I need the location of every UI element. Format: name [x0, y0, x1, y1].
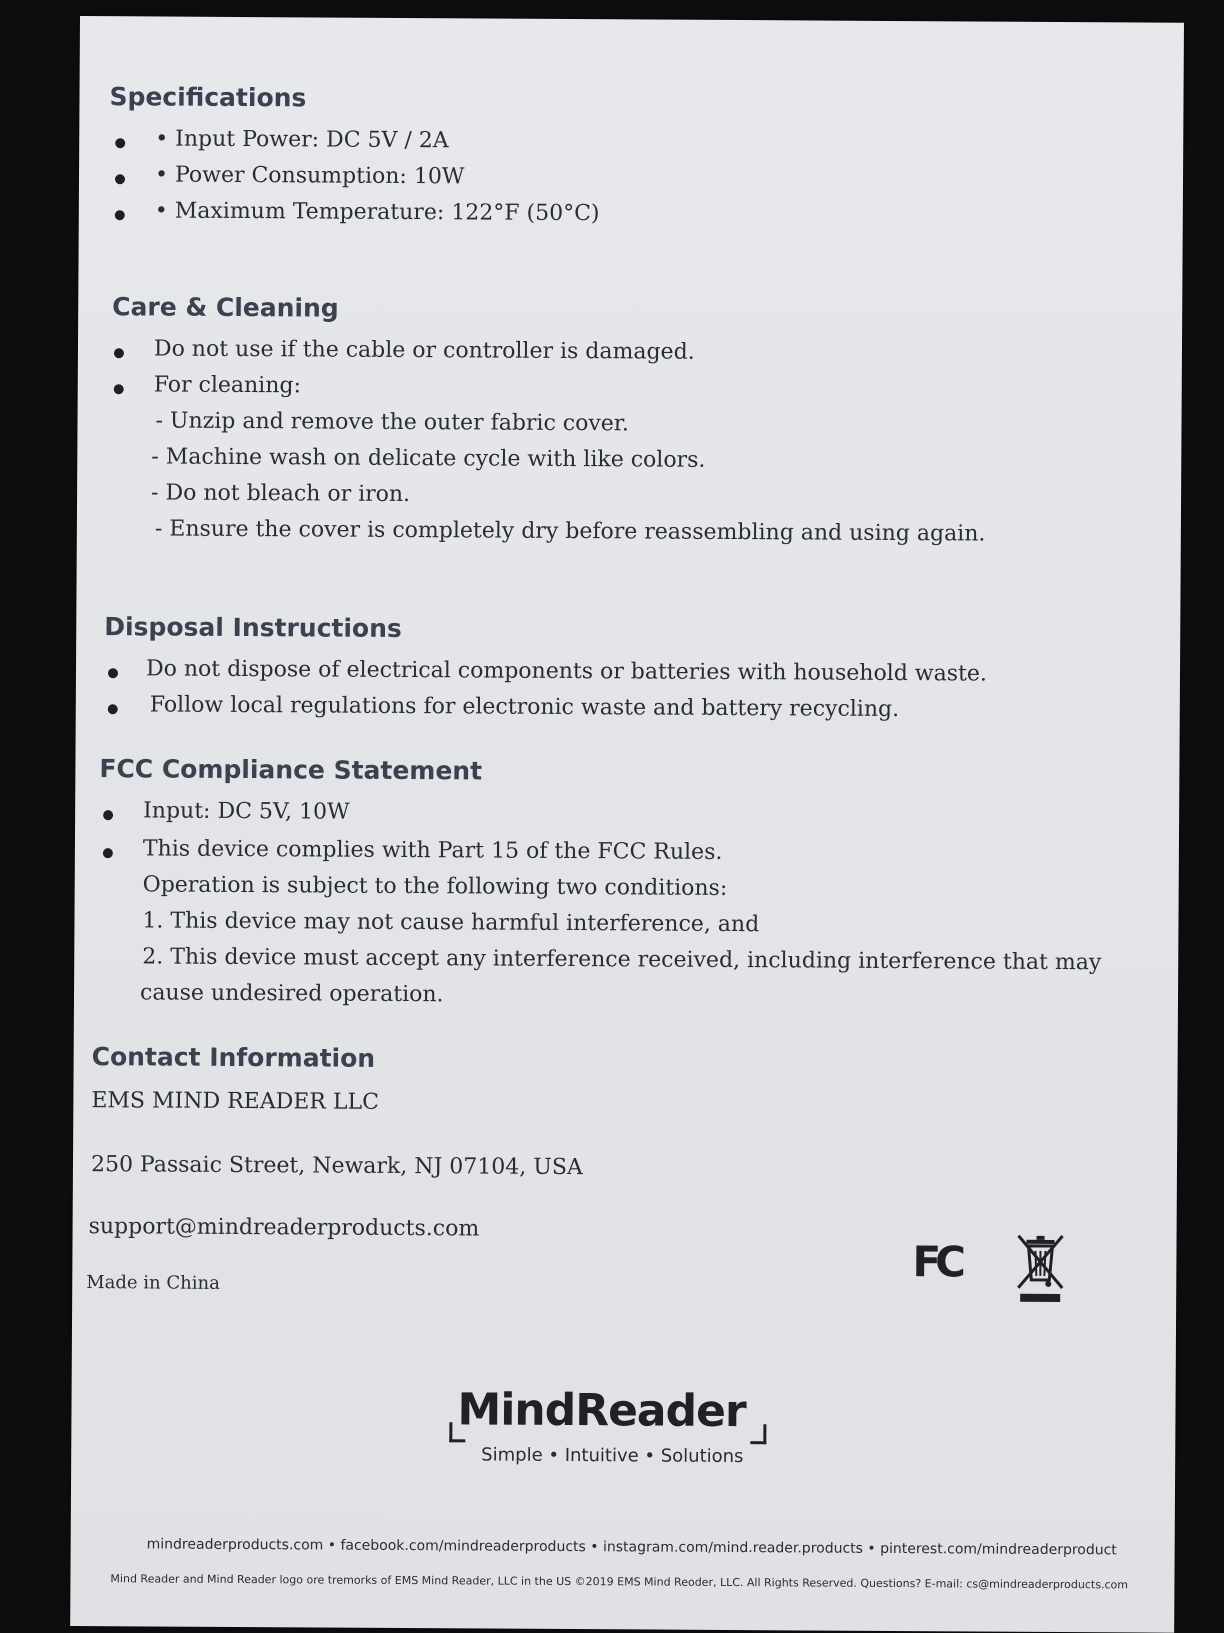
specifications-heading: Specifications: [109, 82, 306, 112]
footer-links: mindreaderproducts.com • facebook.com/mindreaderproducts • instagram.com/mind.reader.products • pinterest.com/mindreaderproduct: [147, 1536, 1117, 1558]
fcc-item-part15: This device complies with Part 15 of the FCC Rules.: [143, 836, 723, 865]
disposal-heading: Disposal Instructions: [104, 612, 402, 643]
fcc-heading: FCC Compliance Statement: [99, 754, 482, 785]
contact-company: EMS MIND READER LLC: [91, 1088, 379, 1115]
fcc-line-condition-1: 1. This device may not cause harmful interference, and: [142, 908, 759, 937]
made-in-china: Made in China: [86, 1272, 220, 1294]
care-subitem-dry: - Ensure the cover is completely dry before reassembling and using again.: [155, 516, 986, 546]
bullet: [115, 210, 125, 220]
bullet: [115, 174, 125, 184]
footer-legal: Mind Reader and Mind Reader logo ore tremorks of EMS Mind Reader, LLC in the US ©2019 EMS Mind Reoder, LLC. All Rights Reserved. Questions? E-mail: cs@mindreaderproducts.com: [110, 1572, 1128, 1591]
fcc-logo: FC: [912, 1237, 976, 1293]
crossed-out-wheelie-bin-icon: [1010, 1230, 1070, 1306]
care-subitem-bleach: - Do not bleach or iron.: [151, 480, 410, 507]
care-item-damaged: Do not use if the cable or controller is damaged.: [154, 336, 695, 364]
brand-tagline: Simple • Intuitive • Solutions: [481, 1444, 743, 1467]
bullet: [103, 848, 113, 858]
care-subitem-wash: - Machine wash on delicate cycle with like colors.: [151, 444, 705, 472]
care-item-cleaning: For cleaning:: [154, 372, 301, 398]
spec-item-input-power: • Input Power: DC 5V / 2A: [155, 126, 449, 153]
care-subitem-unzip: - Unzip and remove the outer fabric cover.: [155, 408, 629, 436]
fcc-line-condition-2: 2. This device must accept any interference received, including interference that may: [142, 944, 1101, 975]
bullet: [114, 348, 124, 358]
contact-address: 250 Passaic Street, Newark, NJ 07104, USA: [91, 1152, 583, 1180]
contact-email: support@mindreaderproducts.com: [89, 1214, 480, 1241]
spec-item-power-consumption: • Power Consumption: 10W: [155, 162, 465, 189]
disposal-item-regulations: Follow local regulations for electronic waste and battery recycling.: [150, 692, 899, 722]
care-heading: Care & Cleaning: [112, 292, 339, 322]
bullet: [114, 384, 124, 394]
spec-item-max-temperature: • Maximum Temperature: 122°F (50°C): [155, 198, 600, 226]
brand-name: MindReader: [457, 1384, 745, 1437]
bullet: [108, 704, 118, 714]
contact-heading: Contact Information: [92, 1042, 376, 1073]
logo-bracket-right: [763, 1424, 766, 1444]
bullet: [115, 138, 125, 148]
bullet: [103, 810, 113, 820]
fcc-line-condition-2-cont: cause undesired operation.: [140, 980, 444, 1007]
fcc-item-input: Input: DC 5V, 10W: [143, 798, 350, 824]
manual-sheet: [70, 16, 1184, 1633]
bullet: [108, 668, 118, 678]
mindreader-logo: [443, 1388, 784, 1480]
logo-bracket-left: [449, 1422, 452, 1442]
disposal-item-household: Do not dispose of electrical components or batteries with household waste.: [146, 656, 987, 686]
fcc-line-conditions: Operation is subject to the following two conditions:: [143, 872, 728, 901]
